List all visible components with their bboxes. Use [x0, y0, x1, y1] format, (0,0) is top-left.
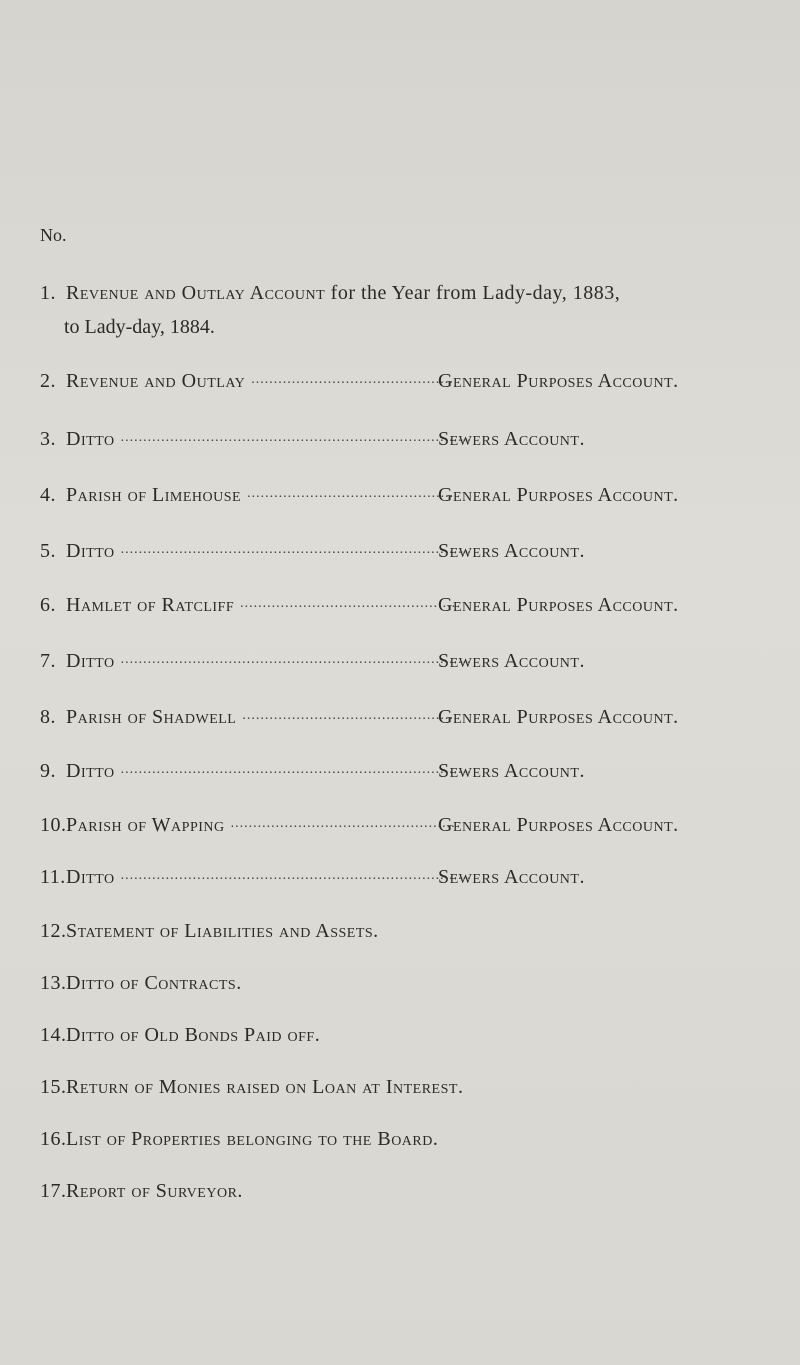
dot-leader: ..............................................	[247, 486, 455, 501]
item-title: Return of Monies raised on Loan at Interest.	[66, 1076, 464, 1098]
list-item	[40, 428, 585, 451]
item-number: 8.	[40, 706, 56, 728]
item-number: 11.	[40, 866, 66, 888]
item-title: Statement of Liabilities and Assets.	[66, 920, 379, 942]
list-item	[40, 920, 379, 943]
item-number: 16.	[40, 1128, 67, 1150]
item-number: 6.	[40, 594, 56, 616]
item-title: Ditto	[66, 760, 115, 782]
list-item	[40, 370, 679, 393]
item-title: Ditto of Old Bonds Paid off.	[66, 1024, 321, 1046]
item-title: Ditto	[66, 650, 115, 672]
item-title: Parish of Shadwell	[66, 706, 237, 728]
item-title: Revenue and Outlay Account	[66, 282, 326, 304]
item-continuation: to Lady-day, 1884.	[64, 316, 215, 338]
item-account: Sewers Account.	[438, 866, 585, 888]
list-item	[40, 972, 242, 995]
item-number: 2.	[40, 370, 56, 392]
item-title: Parish of Limehouse	[66, 484, 242, 506]
item-number: 3.	[40, 428, 56, 450]
dot-leader: ..............................................................................	[120, 542, 472, 557]
item-account: General Purposes Account.	[438, 484, 679, 506]
list-item	[40, 1180, 243, 1203]
item-account: Sewers Account.	[438, 760, 585, 782]
item-title: Ditto	[66, 540, 115, 562]
list-item	[40, 866, 585, 889]
list-item	[40, 760, 585, 783]
item-number: 10.	[40, 814, 67, 836]
item-number: 1.	[40, 282, 56, 304]
item-title: Parish of Wapping	[66, 814, 225, 836]
dot-leader: ..............................................................................	[120, 868, 472, 883]
list-item	[40, 814, 679, 837]
item-account: Sewers Account.	[438, 428, 585, 450]
item-title: Report of Surveyor.	[66, 1180, 243, 1202]
dot-leader: ..............................................................................	[120, 430, 472, 445]
list-item	[40, 282, 620, 305]
dot-leader: ..............................................................................	[120, 762, 472, 777]
item-title: Ditto	[66, 428, 115, 450]
item-account: Sewers Account.	[438, 540, 585, 562]
item-title: Revenue and Outlay	[66, 370, 246, 392]
item-number: 17.	[40, 1180, 67, 1202]
list-item	[40, 540, 585, 563]
list-item	[40, 1128, 438, 1151]
list-item	[40, 650, 585, 673]
item-number: 15.	[40, 1076, 67, 1098]
item-number: 12.	[40, 920, 67, 942]
item-number: 13.	[40, 972, 67, 994]
item-title: Hamlet of Ratcliff	[66, 594, 235, 616]
item-account: General Purposes Account.	[438, 814, 679, 836]
item-account: General Purposes Account.	[438, 370, 679, 392]
item-title: List of Properties belonging to the Board.	[66, 1128, 439, 1150]
item-number: 9.	[40, 760, 56, 782]
dot-leader: ..............................................................................	[120, 652, 472, 667]
list-item	[40, 594, 679, 617]
list-item	[40, 484, 679, 507]
item-account: General Purposes Account.	[438, 594, 679, 616]
item-number: 4.	[40, 484, 56, 506]
dot-leader: ................................................	[240, 596, 457, 611]
item-title: Ditto	[66, 866, 115, 888]
item-account: General Purposes Account.	[438, 706, 679, 728]
dot-leader: ..................................................	[230, 816, 456, 831]
item-number: 7.	[40, 650, 56, 672]
item-account: Sewers Account.	[438, 650, 585, 672]
item-number: 5.	[40, 540, 56, 562]
dot-leader: .............................................	[251, 372, 454, 387]
item-number: 14.	[40, 1024, 67, 1046]
list-item	[40, 706, 679, 729]
no-label: No.	[40, 225, 67, 245]
list-item	[40, 1076, 463, 1099]
dot-leader: ...............................................	[242, 708, 454, 723]
item-title: Ditto of Contracts.	[66, 972, 242, 994]
list-item	[40, 1024, 320, 1047]
item-tail: for the Year from Lady-day, 1883,	[325, 282, 621, 304]
